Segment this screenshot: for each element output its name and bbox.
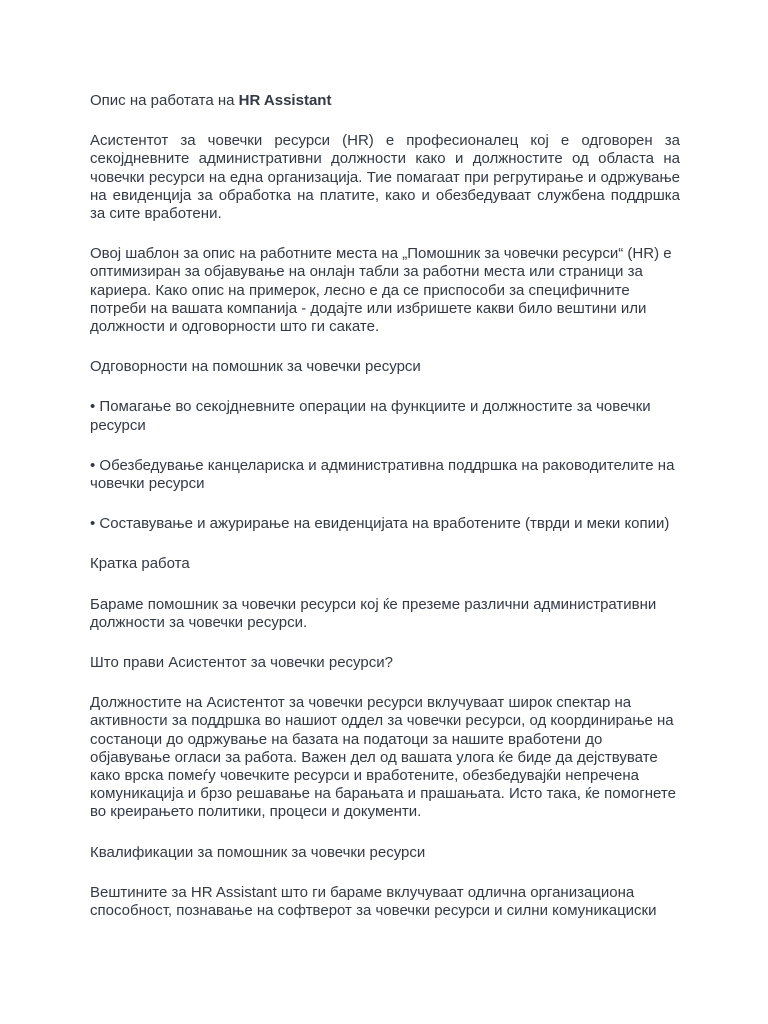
intro-paragraph-2: Овој шаблон за опис на работните места на „Помошник за човечки ресурси“ (HR) е оптимизиран за објавување на онлајн табли за работни места или страници за кариера. Како опис на примерок, лесно е да се приспособи за специфичните потреби на вашата компанија - додајте или избришете какви било вештини или должности и одговорности што ги сакате. xyxy=(90,245,672,336)
document-title xyxy=(90,92,680,110)
what-does-paragraph: Должностите на Асистентот за човечки ресурси вклучуваат широк спектар на активности за поддршка во нашиот оддел за човечки ресурси, од координирање на состаноци до одржување на базата на податоци за нашите вработени до објавување огласи за работа. Важен дел од вашата улога ќе биде да дејствувате како врска помеѓу човечките ресурси и вработените, обезбедувајќи непречена комуникација и брзо решавање на барањата и прашањата. Исто така, ќе помогнете во креирањето политики, процеси и документи. xyxy=(90,694,676,821)
short-job-heading: Кратка работа xyxy=(90,555,190,573)
intro-paragraph-1: Асистентот за човечки ресурси (HR) е професионалец кој е одговорен за секојдневните административни должности како и должностите од областа на човечки ресурси на една организација. Тие помагаат при регрутирање и одржување на евиденција за обработка на платите, како и обезбедуваат службена поддршка за сите вработени. xyxy=(90,132,680,223)
short-job-paragraph: Бараме помошник за човечки ресурси кој ќе преземе различни административни должности за човечки ресурси. xyxy=(90,595,657,631)
qualifications-heading: Квалификации за помошник за човечки ресурси xyxy=(90,843,426,861)
responsibility-item: • Помагање во секојдневните операции на функциите и должностите за човечки ресурси xyxy=(90,398,651,434)
responsibility-item: • Обезбедување канцелариска и административна поддршка на раководителите на човечки ресурси xyxy=(90,456,675,493)
title-prefix: Опис на работата на xyxy=(90,92,239,109)
title-bold: HR Assistant xyxy=(238,92,332,109)
qualifications-paragraph: Вештините за HR Assistant што ги бараме вклучуваат одлична организациона способност, познавање на софтверот за човечки ресурси и силни комуникациски xyxy=(90,883,657,920)
responsibility-item: • Составување и ажурирање на евиденцијата на вработените (тврди и меки копии) xyxy=(90,515,670,533)
responsibilities-heading: Одговорности на помошник за човечки ресурси xyxy=(90,358,421,376)
what-does-heading: Што прави Асистентот за човечки ресурси? xyxy=(90,654,393,672)
